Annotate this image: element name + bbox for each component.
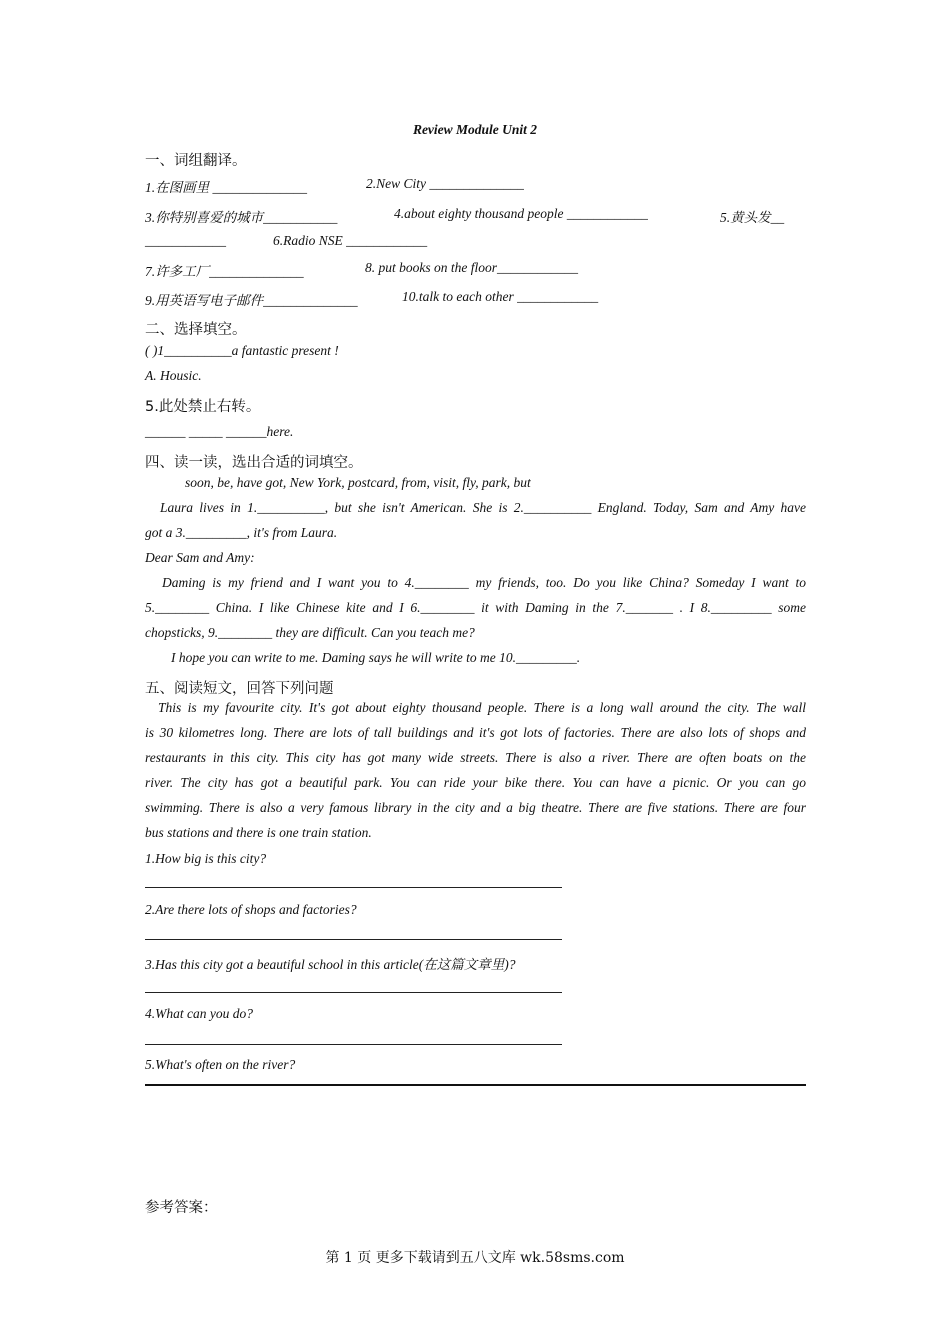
s4-word-bank: soon, be, have got, New York, postcard, from, visit, fly, park, but <box>185 475 531 490</box>
section5-heading: 五、阅读短文，回答下列问题 <box>145 681 334 697</box>
s2-question-5-blank: ______ _____ ______here. <box>145 424 294 439</box>
s1-row1-a: 1.在图画里 ______________ <box>145 180 307 195</box>
s5-question-1: 1.How big is this city? <box>145 851 267 866</box>
s5-answer-line-1 <box>145 887 562 888</box>
page-footer: 第 1 页 更多下载请到五八文库 wk.58sms.com <box>325 1250 625 1266</box>
s5-question-3: 3.Has this city got a beautiful school in this article(在这篇文章里)? <box>145 957 516 972</box>
s5-passage-line-3: restaurants in this city. This city has got many wide streets. There is also a river. There are often boats on the <box>145 750 806 765</box>
s1-row1-b: 2.New City ______________ <box>366 176 524 191</box>
s4-line-2: got a 3._________, it's from Laura. <box>145 525 338 540</box>
s5-passage-line-1: This is my favourite city. It's got about eighty thousand people. There is a long wall around the city. The wall <box>158 700 806 715</box>
s1-row4-a: 7.许多工厂______________ <box>145 264 304 279</box>
page-title: Review Module Unit 2 <box>412 122 538 137</box>
section-divider <box>145 1084 806 1086</box>
s4-line-6: chopsticks, 9.________ they are difficult. Can you teach me? <box>145 625 475 640</box>
s5-question-2: 2.Are there lots of shops and factories? <box>145 902 357 917</box>
s2-question-1: ( )1__________a fantastic present ! <box>145 343 339 358</box>
s5-question-5: 5.What's often on the river? <box>145 1057 296 1072</box>
s5-passage-line-5: swimming. There is also a very famous library in the city and a big theatre. There are five stations. There are four <box>145 800 806 815</box>
s4-line-1: Laura lives in 1.__________, but she isn't American. She is 2.__________ England. Today, Sam and Amy have <box>160 500 806 515</box>
s5-passage-line-4: river. The city has got a beautiful park. You can ride your bike there. You can have a picnic. Or you can go <box>145 775 806 790</box>
s4-line-3: Dear Sam and Amy: <box>145 550 255 565</box>
s1-row4-b: 8. put books on the floor____________ <box>365 260 578 275</box>
answers-label: 参考答案： <box>145 1200 218 1216</box>
s1-row3-a: ____________ <box>145 233 226 248</box>
s1-row2-b: 4.about eighty thousand people ____________ <box>394 206 648 221</box>
s5-question-4: 4.What can you do? <box>145 1006 253 1021</box>
section4-heading: 四、读一读，选出合适的词填空。 <box>145 455 363 471</box>
section2-heading: 二、选择填空。 <box>145 322 247 338</box>
s4-line-5: 5.________ China. I like Chinese kite and I 6.________ it with Daming in the 7._______ . I 8._________ some <box>145 600 806 615</box>
s1-row5-b: 10.talk to each other ____________ <box>402 289 599 304</box>
s5-answer-line-3 <box>145 992 562 993</box>
s1-row2-a: 3.你特别喜爱的城市___________ <box>145 210 338 225</box>
s5-answer-line-2 <box>145 939 562 940</box>
s2-question-1-option: A. Housic. <box>145 368 202 383</box>
s1-row2-c: 5.黄头发__ <box>720 210 785 225</box>
section1-heading: 一、词组翻译。 <box>145 153 247 169</box>
s2-question-5: 5.此处禁止右转。 <box>145 399 261 415</box>
s1-row5-a: 9.用英语写电子邮件______________ <box>145 293 358 308</box>
s4-line-7: I hope you can write to me. Daming says he will write to me 10._________. <box>171 650 581 665</box>
s1-row3-b: 6.Radio NSE ____________ <box>273 233 428 248</box>
s5-passage-line-2: is 30 kilometres long. There are lots of tall buildings and it's got lots of factories. There are also lots of shops and <box>145 725 806 740</box>
s5-passage-line-6: bus stations and there is one train station. <box>145 825 372 840</box>
s4-line-4: Daming is my friend and I want you to 4.________ my friends, too. Do you like China? Someday I want to <box>162 575 806 590</box>
s5-answer-line-4 <box>145 1044 562 1045</box>
